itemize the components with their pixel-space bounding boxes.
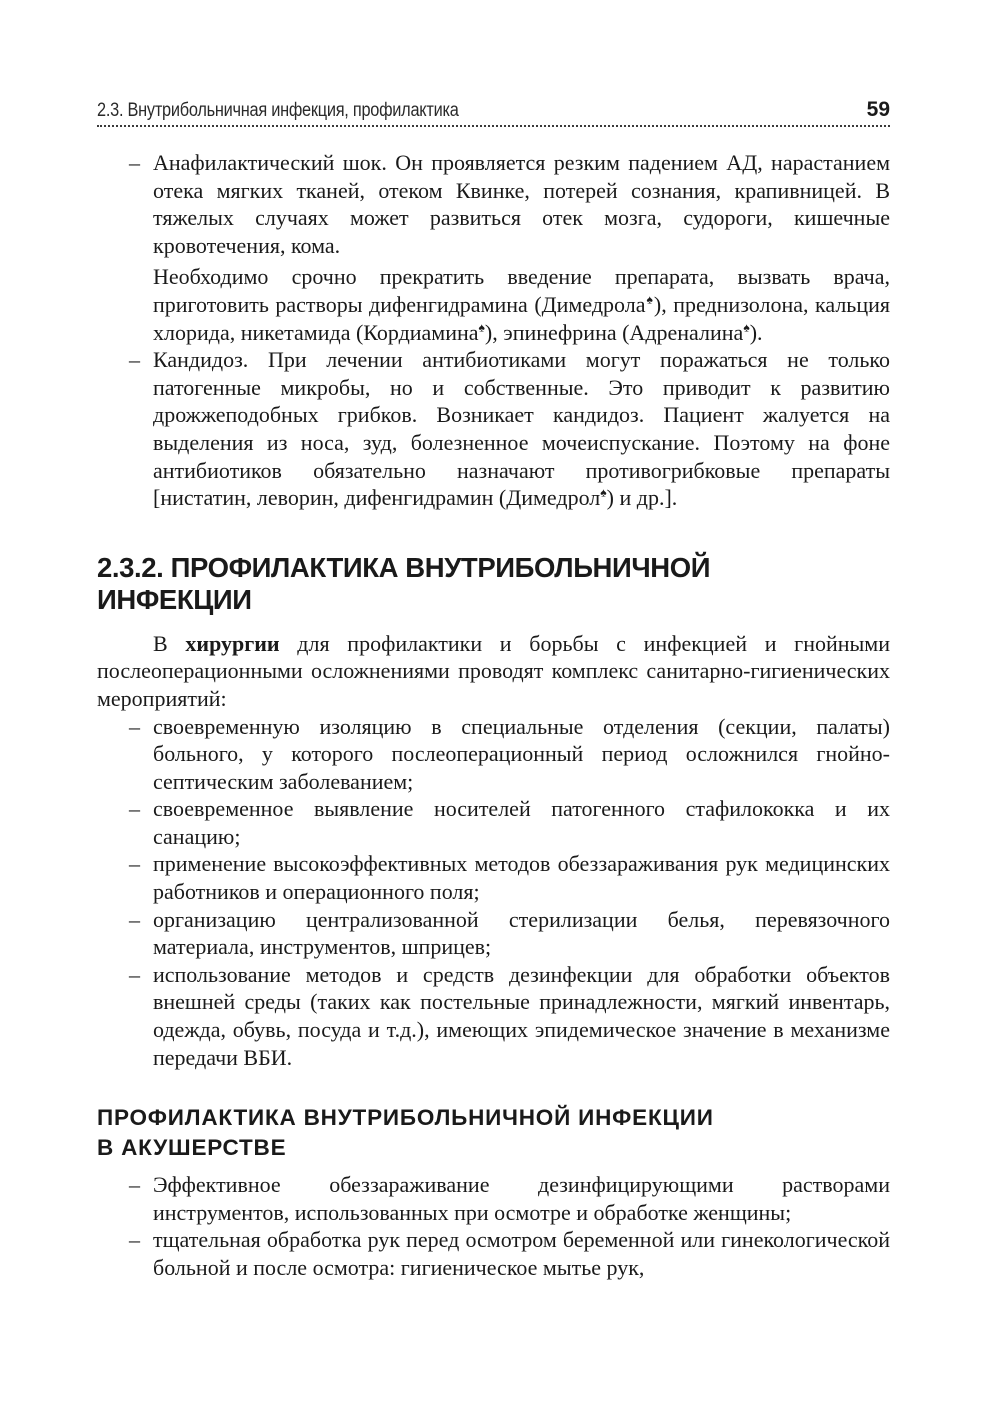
list-dash: – xyxy=(129,347,140,373)
list-item-text: использование методов и средств дезинфекции для обработки объектов внешней среды (таких как постельные принадлежности, мягкий инвентарь, одежда, обувь, посуда и т.д.), имеющих эпидемическое значение в механизме передачи ВБИ. xyxy=(153,961,890,1070)
list-item-text: своевременную изоляцию в специальные отделения (секции, палаты) больного, у которого послеоперационный период осложнился гнойно-септическим заболеванием; xyxy=(153,713,890,794)
list-dash: – xyxy=(129,796,140,822)
list-item-text: Анафилактический шок. Он проявляется резким падением АД, нарастанием отека мягких тканей, отеком Квинке, потерей сознания, крапивницей. В тяжелых случаях может развиться отек мозга, судороги, кишечные кровотечения, кома. xyxy=(153,150,890,258)
list-dash: – xyxy=(129,1172,140,1198)
obstetrics-measures-list xyxy=(97,1171,890,1281)
spade-mark-icon: ♠ xyxy=(478,320,485,335)
shock-action-paragraph xyxy=(97,263,890,346)
list-dash: – xyxy=(129,1227,140,1253)
candidiasis-text-1: Кандидоз. При лечении антибиотиками могут поражаться не только патогенные микробы, но и собственные. Это приводит к развитию дрожжеподобных грибков. Возникает кандидоз. Пациент жалуется на выделения из носа, зуд, болезненное мочеиспускание. Поэтому на фоне антибиотиков обязательно назначают противогрибковые препараты [нистатин, леворин, дифенгидрамин (Димедрол xyxy=(153,347,890,511)
spade-mark-icon: ♠ xyxy=(600,485,607,500)
list-item xyxy=(97,906,890,961)
list-item xyxy=(97,713,890,796)
complications-list xyxy=(97,149,890,512)
list-item-text: тщательная обработка рук перед осмотром беременной или гинекологической больной и после осмотра: гигиеническое мытье рук, xyxy=(153,1227,890,1280)
list-dash: – xyxy=(129,150,140,175)
list-item-candidiasis xyxy=(97,346,890,512)
section-heading xyxy=(97,552,890,616)
list-item-text: своевременное выявление носителей патогенного стафилококка и их санацию; xyxy=(153,796,890,849)
section-heading-line-2: ИНФЕКЦИИ xyxy=(97,583,252,615)
intro-prefix: В xyxy=(153,630,186,656)
shock-action-text-4: ). xyxy=(749,319,763,345)
section-heading-line-1: 2.3.2. ПРОФИЛАКТИКА ВНУТРИБОЛЬНИЧНОЙ xyxy=(97,551,711,583)
header-dotted-rule xyxy=(97,125,890,127)
candidiasis-text-2: ) и др.]. xyxy=(606,485,678,511)
shock-action-text-3: ), эпинефрина (Адреналина xyxy=(484,319,744,345)
list-item-text: применение высокоэффективных методов обеззараживания рук медицинских работников и операционного поля; xyxy=(153,851,890,905)
list-dash: – xyxy=(129,961,140,987)
list-dash: – xyxy=(129,851,140,877)
subsection-heading xyxy=(97,1103,890,1163)
spade-mark-icon: ♠ xyxy=(645,292,654,307)
list-item xyxy=(97,850,890,905)
shock-action-text-1: Необходимо срочно прекратить введение препарата, вызвать врача, приготовить растворы дифенгидрамина (Димедрола xyxy=(153,264,890,317)
list-dash: – xyxy=(129,713,140,739)
list-item-anaphylactic-shock xyxy=(97,149,890,259)
list-dash: – xyxy=(129,906,140,932)
list-item-text: организацию централизованной стерилизации белья, перевязочного материала, инструментов, шприцев; xyxy=(153,906,890,960)
list-item xyxy=(97,1226,890,1281)
running-title: 2.3. Внутрибольничная инфекция, профилактика xyxy=(97,100,459,121)
list-item xyxy=(97,1171,890,1226)
running-header xyxy=(97,92,890,122)
list-item xyxy=(97,961,890,1071)
page-number: 59 xyxy=(866,98,890,121)
spade-mark-icon: ♠ xyxy=(743,320,750,335)
surgery-measures-list xyxy=(97,713,890,1072)
book-page xyxy=(97,92,890,1282)
intro-rest: для профилактики и борьбы с инфекцией и гнойными послеоперационными осложнениями проводят комплекс санитарно-гигиенических мероприятий: xyxy=(97,630,890,711)
list-item xyxy=(97,795,890,850)
subsection-heading-line-1: ПРОФИЛАКТИКА ВНУТРИБОЛЬНИЧНОЙ ИНФЕКЦИИ xyxy=(97,1105,714,1131)
list-item-text: Эффективное обеззараживание дезинфицирующими растворами инструментов, использованных при осмотре и обработке женщины; xyxy=(153,1172,890,1225)
shock-action-text-2: ), преднизолона, кальция хлорида, никетамида (Кордиамина xyxy=(153,291,890,345)
subsection-heading-line-2: В АКУШЕРСТВЕ xyxy=(97,1135,287,1161)
surgery-intro-paragraph xyxy=(97,630,890,713)
intro-keyword: хирургии xyxy=(185,630,280,656)
